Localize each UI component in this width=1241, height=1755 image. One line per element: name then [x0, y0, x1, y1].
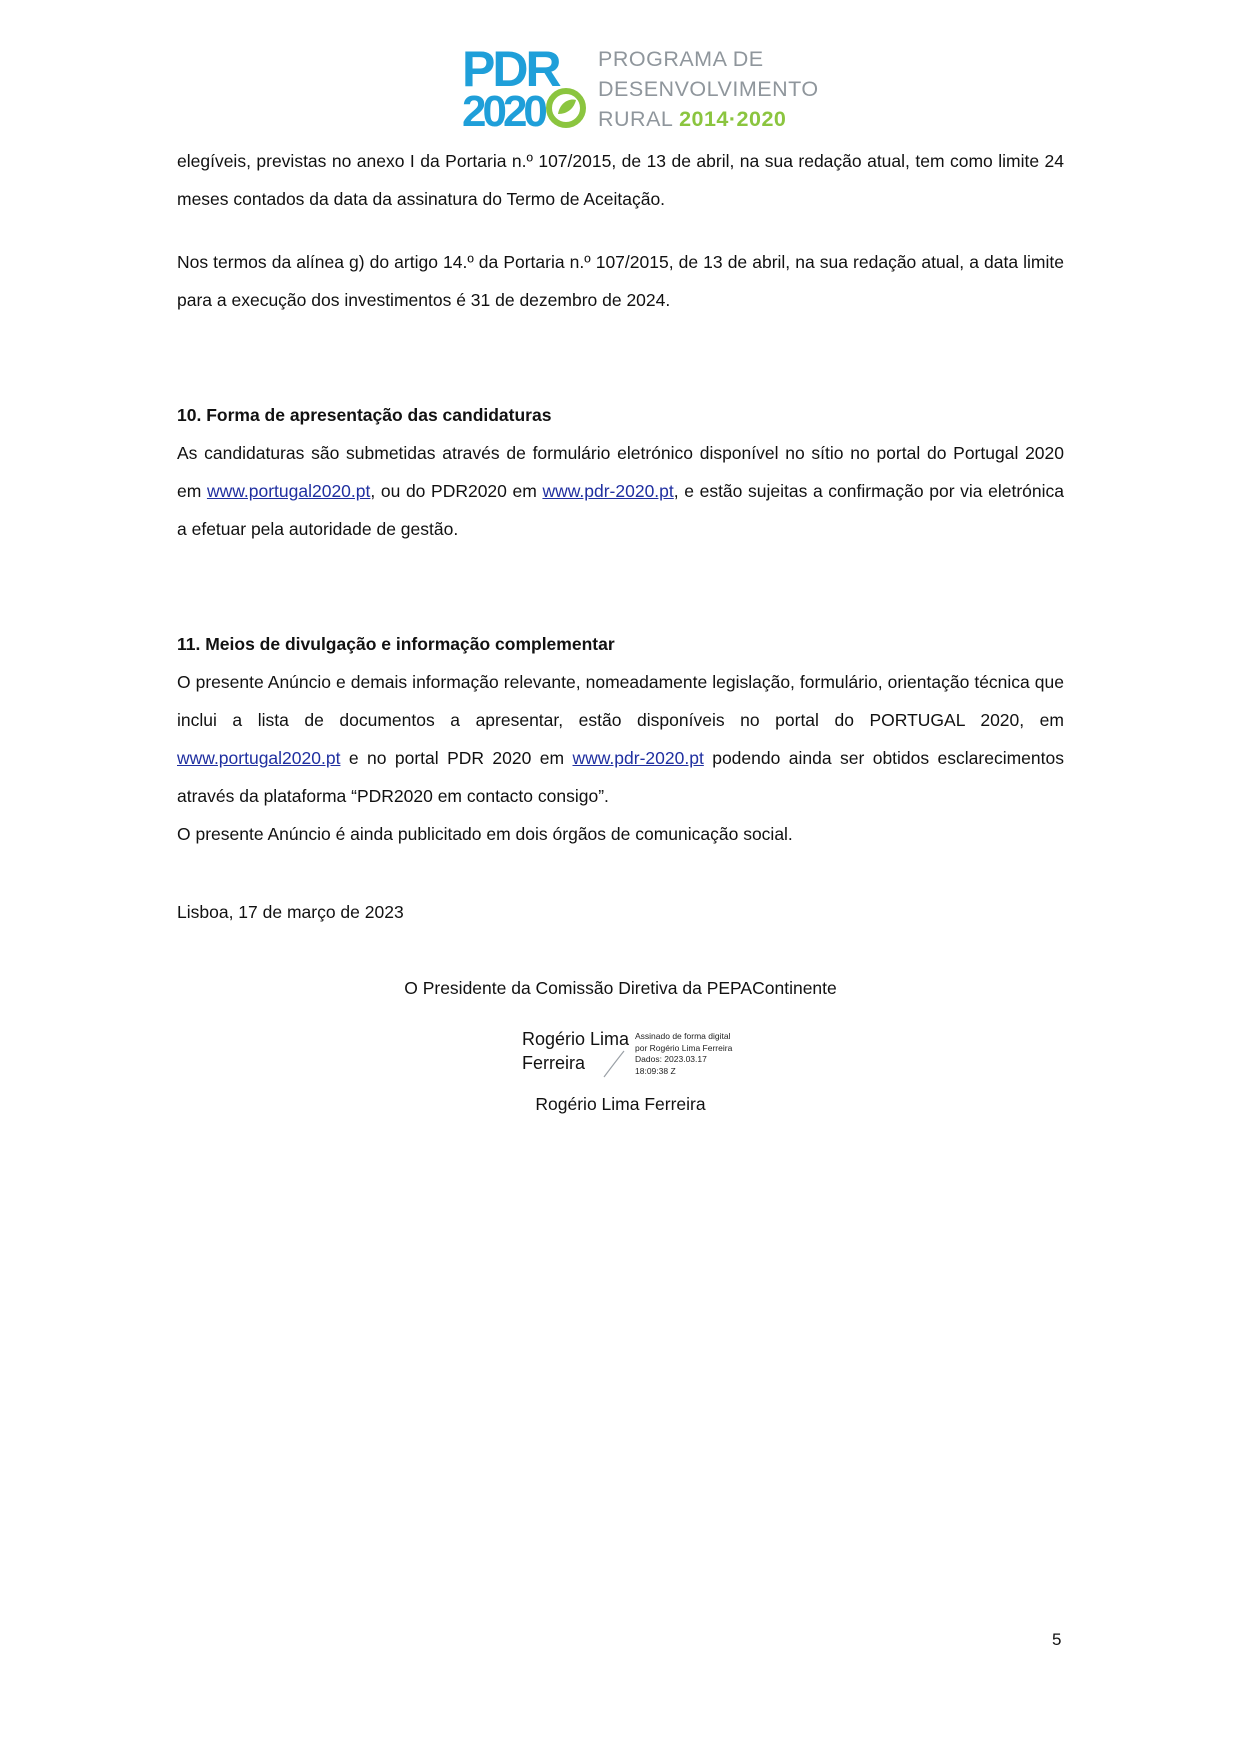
- logo-rural: RURAL: [598, 107, 680, 131]
- section-11: [177, 625, 1064, 853]
- section-10-text-a: As candidaturas são submetidas através de formulário eletrónico disponível no sítio no portal do Portugal 2020 em: [177, 443, 1064, 501]
- place-date-text: Lisboa, 17 de março de 2023: [177, 902, 404, 922]
- section-10-text-c: , e estão sujeitas a confirmação por via eletrónica a efetuar pela autoridade de gestão.: [177, 481, 1064, 539]
- pdr2020-link[interactable]: www.pdr-2020.pt: [572, 748, 704, 768]
- section-10: [177, 396, 1064, 548]
- section-11-text-c: podendo ainda ser obtidos esclarecimentos através da plataforma “PDR2020 em contacto consigo”.: [177, 748, 1064, 806]
- page-number: 5: [1052, 1630, 1062, 1649]
- paragraph-deadline: [177, 243, 1064, 319]
- signature-meta-2: por Rogério Lima Ferreira: [635, 1042, 733, 1053]
- signature-name-line-1: Rogério Lima: [522, 1029, 630, 1049]
- section-11-heading: 11. Meios de divulgação e informação complementar: [177, 634, 615, 654]
- section-11-text-b: e no portal PDR 2020 em: [340, 748, 573, 768]
- signature-stroke-icon: [602, 1049, 628, 1079]
- signatory-title: [177, 969, 1064, 1007]
- signatory-name-text: Rogério Lima Ferreira: [535, 1094, 706, 1114]
- logo-years: 2014·2020: [679, 107, 787, 131]
- logo-mark-top: PDR: [462, 44, 559, 97]
- pdr2020-logo: [462, 44, 822, 134]
- section-11-publication: O presente Anúncio é ainda publicitado em dois órgãos de comunicação social.: [177, 824, 793, 844]
- signature-name-line-2: Ferreira: [522, 1053, 586, 1073]
- section-11-body: [177, 663, 1064, 815]
- section-10-heading: 10. Forma de apresentação das candidaturas: [177, 405, 552, 425]
- signature-meta-1: Assinado de forma digital: [635, 1031, 731, 1041]
- pdr2020-link[interactable]: www.pdr-2020.pt: [542, 481, 674, 501]
- logo-mark-bottom: 2020: [462, 87, 544, 130]
- logo-line-3: [598, 104, 819, 134]
- logo-leaf: [558, 100, 576, 114]
- paragraph-eligibility-text: elegíveis, previstas no anexo I da Portaria n.º 107/2015, de 13 de abril, na sua redação atual, tem como limite 24 meses contados da data da assinatura do Termo de Aceitação.: [177, 151, 1064, 209]
- signature-metadata: [635, 1031, 732, 1077]
- pdr2020-logo-mark: [462, 44, 592, 130]
- logo-wordmark: [598, 44, 819, 134]
- logo-line-1: PROGRAMA DE: [598, 47, 764, 71]
- section-10-text-b: , ou do PDR2020 em: [370, 481, 543, 501]
- signatory-name: [177, 1085, 1064, 1123]
- signatory-title-text: O Presidente da Comissão Diretiva da PEPAContinente: [404, 978, 837, 998]
- signature-meta-4: 18:09:38 Z: [635, 1065, 676, 1076]
- paragraph-deadline-text: Nos termos da alínea g) do artigo 14.º da Portaria n.º 107/2015, de 13 de abril, na sua redação atual, a data limite para a execução dos investimentos é 31 de dezembro de 2024.: [177, 252, 1064, 310]
- section-10-body: [177, 434, 1064, 548]
- paragraph-eligibility: [177, 142, 1064, 218]
- section-11-text-a: O presente Anúncio e demais informação relevante, nomeadamente legislação, formulário, orientação técnica que inclui a lista de documentos a apresentar, estão disponíveis no portal do PORTUGAL 2020, em: [177, 672, 1064, 730]
- portugal2020-link[interactable]: www.portugal2020.pt: [177, 748, 341, 768]
- place-date: [177, 893, 1064, 931]
- logo-line-2: DESENVOLVIMENTO: [598, 77, 819, 101]
- signature-meta-3: Dados: 2023.03.17: [635, 1054, 707, 1064]
- portugal2020-link[interactable]: www.portugal2020.pt: [206, 481, 371, 501]
- digital-signature: [522, 1027, 733, 1076]
